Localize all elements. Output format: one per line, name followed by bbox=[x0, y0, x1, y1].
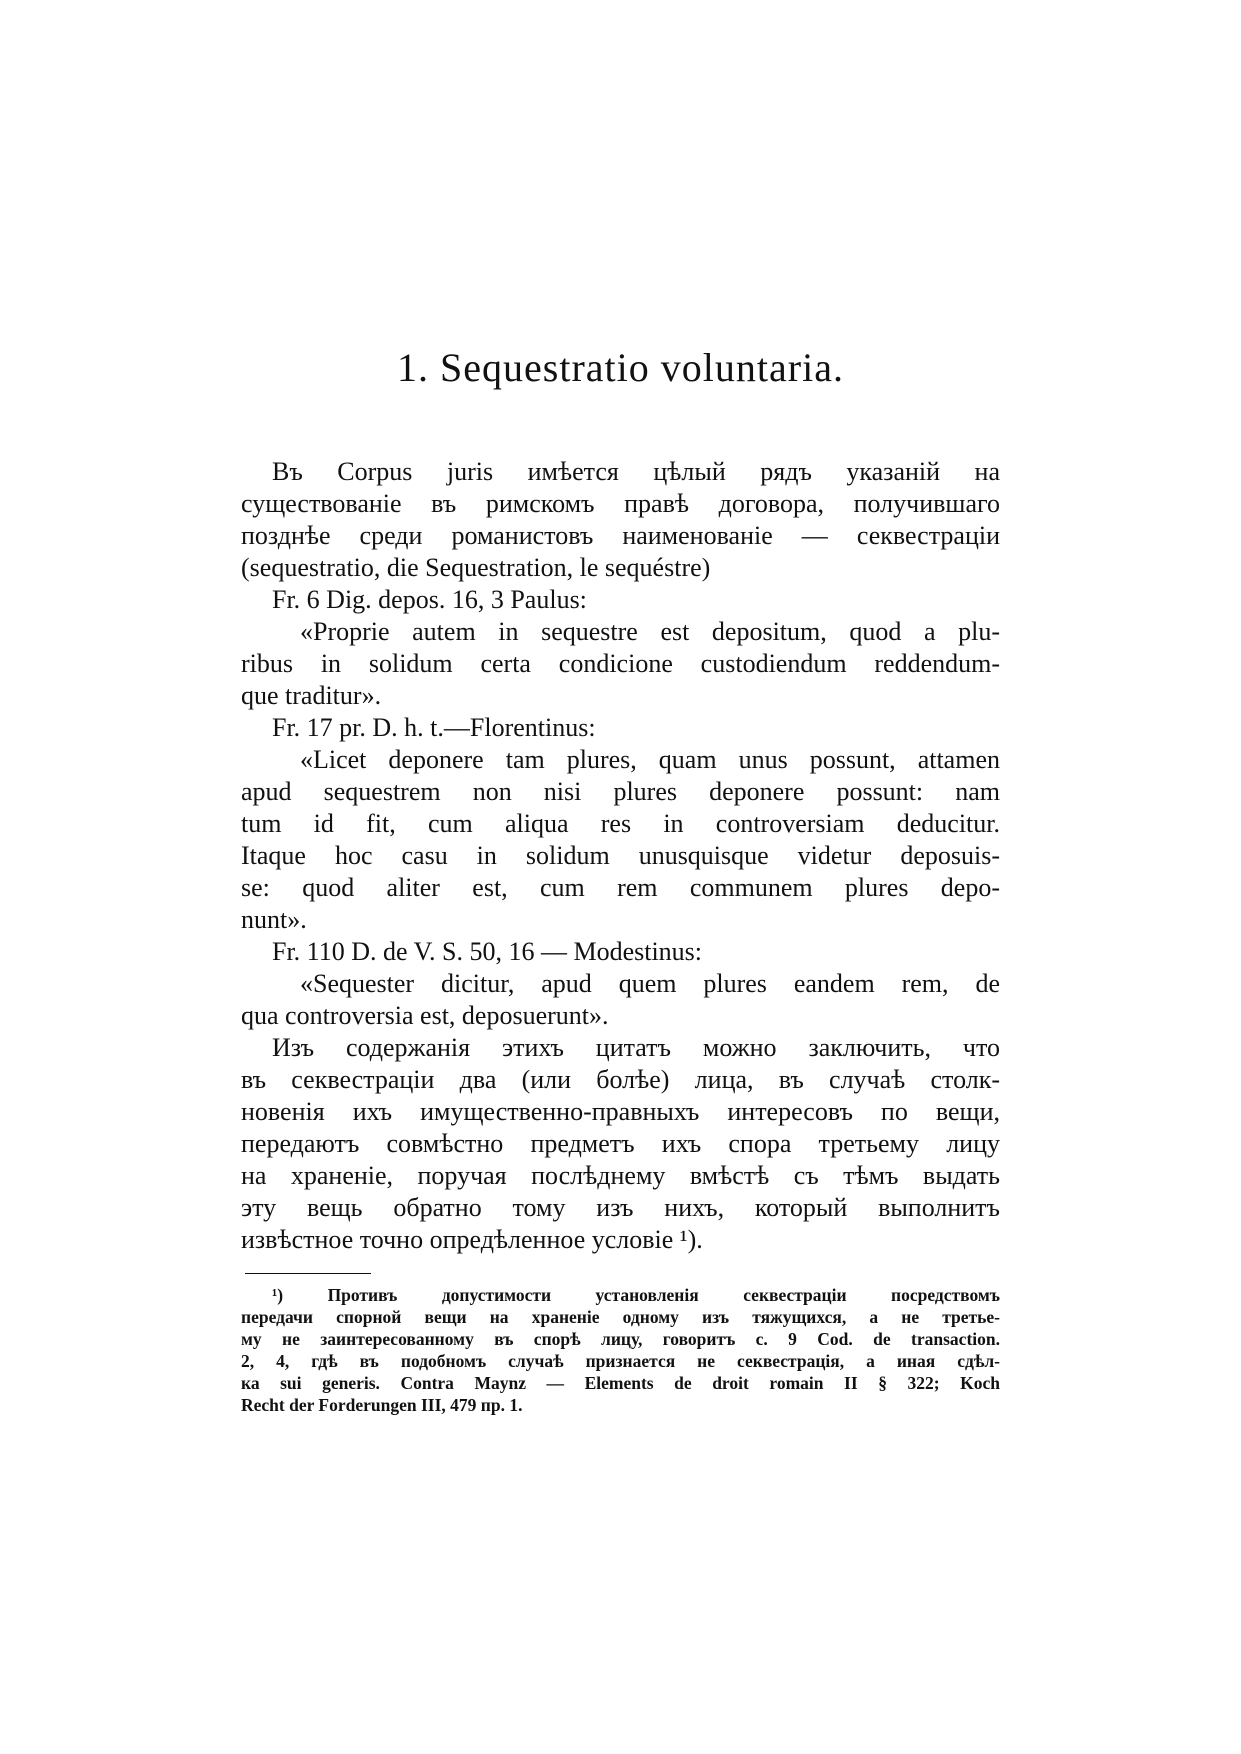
body-line: въ секвестраціи два (или болѣе) лица, въ случаѣ столк- bbox=[241, 1065, 1000, 1094]
quote-line: Itaque hoc casu in solidum unusquisque videtur deposuis- bbox=[241, 841, 1000, 870]
body-line: эту вещь обратно тому изъ нихъ, который выполнитъ bbox=[241, 1193, 1000, 1222]
footnote-line: ¹) Противъ допустимости установленія секвестраціи посредствомъ bbox=[272, 1285, 1000, 1305]
quote-line: apud sequestrem non nisi plures deponere possunt: nam bbox=[241, 777, 1000, 806]
quote-line: qua controversia est, deposuerunt». bbox=[241, 1001, 609, 1030]
body-line: на храненіе, поручая послѣднему вмѣстѣ съ тѣмъ выдать bbox=[241, 1161, 1000, 1190]
quote-line: se: quod aliter est, cum rem communem plures depo- bbox=[241, 873, 1000, 902]
body-line: передаютъ совмѣстно предметъ ихъ спора третьему лицу bbox=[241, 1129, 1000, 1158]
body-line: (sequestratio, die Sequestration, le sequéstre) bbox=[241, 553, 711, 582]
quote-line: que traditur». bbox=[241, 681, 382, 710]
section-title: 1. Sequestratio voluntaria. bbox=[397, 345, 844, 390]
quote-line: «Proprie autem in sequestre est depositum, quod a plu- bbox=[300, 617, 1000, 646]
footnote-line: 2, 4, гдѣ въ подобномъ случаѣ признается не секвестрація, а иная сдѣл- bbox=[241, 1351, 1000, 1371]
body-line: извѣстное точно опредѣленное условіе ¹). bbox=[241, 1225, 703, 1254]
footnote-line: му не заинтересованному въ спорѣ лицу, говоритъ c. 9 Cod. de transaction. bbox=[241, 1329, 1000, 1349]
body-line: Въ Corpus juris имѣется цѣлый рядъ указаній на bbox=[272, 457, 1000, 486]
citation-heading: Fr. 6 Dig. depos. 16, 3 Paulus: bbox=[272, 585, 587, 614]
body-line: новенія ихъ имущественно-правныхъ интересовъ по вещи, bbox=[241, 1097, 1000, 1126]
body-line: существованіе въ римскомъ правѣ договора, получившаго bbox=[241, 489, 1000, 518]
footnote-line: ка sui generis. Contra Maynz — Elements de droit romain II § 322; Koch bbox=[241, 1373, 1000, 1393]
body-line: позднѣе среди романистовъ наименованіе — секвестраціи bbox=[241, 521, 1000, 550]
body-line: Изъ содержанія этихъ цитатъ можно заключить, что bbox=[272, 1033, 1000, 1062]
quote-line: nunt». bbox=[241, 905, 307, 934]
footnote-line: Recht der Forderungen III, 479 пр. 1. bbox=[241, 1395, 523, 1415]
citation-heading: Fr. 110 D. de V. S. 50, 16 — Modestinus: bbox=[272, 937, 703, 966]
quote-line: ribus in solidum certa condicione custodiendum reddendum- bbox=[241, 649, 1000, 678]
footnote-line: передачи спорной вещи на храненіе одному изъ тяжущихся, а не третье- bbox=[241, 1307, 1000, 1327]
footnote-divider bbox=[245, 1273, 371, 1274]
quote-line: tum id fit, cum aliqua res in controversiam deducitur. bbox=[241, 809, 1000, 838]
quote-line: «Licet deponere tam plures, quam unus possunt, attamen bbox=[300, 745, 1000, 774]
quote-line: «Sequester dicitur, apud quem plures eandem rem, de bbox=[300, 969, 1000, 998]
citation-heading: Fr. 17 pr. D. h. t.—Florentinus: bbox=[272, 713, 596, 742]
